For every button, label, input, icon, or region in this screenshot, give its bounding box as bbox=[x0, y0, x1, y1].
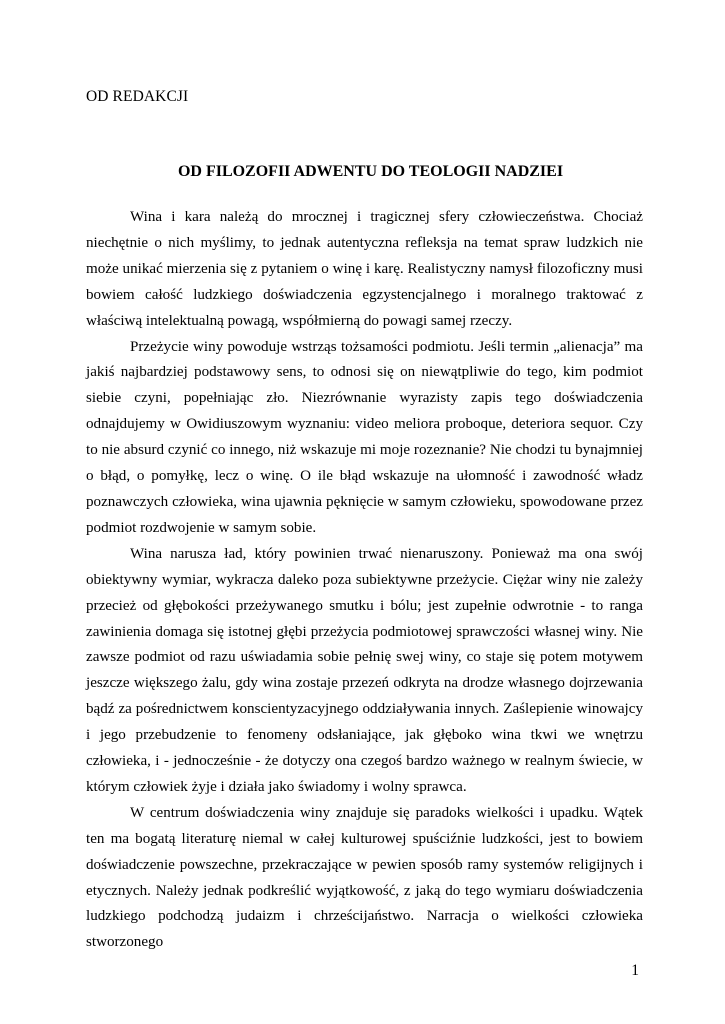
paragraph: Wina i kara należą do mrocznej i tragicznej sfery człowieczeństwa. Chociaż niechętnie o nich myślimy, to jednak autentyczna refleksja na temat spraw ludzkich nie może unikać mierzenia się z pytaniem o winę i karę. Realistyczny namysł filozoficzny musi bowiem całość ludzkiego doświadczenia egzystencjalnego i moralnego traktować z właściwą intelektualną powagą, współmierną do powagi samej rzeczy. bbox=[86, 209, 643, 329]
paragraph: Przeżycie winy powoduje wstrząs tożsamości podmiotu. Jeśli termin „alienacja” ma jakiś najbardziej podstawowy sens, to odnosi się on niewątpliwie do tego, kim podmiot siebie czyni, popełniając zło. Niezrównanie wyrazisty zapis tego doświadczenia odnajdujemy w Owidiuszowym wyznaniu: video meliora proboque, deteriora sequor. Czy to nie absurd czynić co innego, niż wskazuje mi moje rozeznanie? Nie chodzi tu bynajmniej o błąd, o pomyłkę, lecz o winę. O ile błąd wskazuje na ułomność i zawodność władz poznawczych człowieka, wina ujawnia pęknięcie w samym człowieku, spowodowane przez podmiot rozdwojenie w samym sobie. bbox=[86, 338, 643, 536]
paragraph: W centrum doświadczenia winy znajduje się paradoks wielkości i upadku. Wątek ten ma bogatą literaturę niemal w całej kulturowej spuściźnie ludzkości, jest to bowiem doświadczenie powszechne, przekraczające w pewien sposób ramy systemów religijnych i etycznych. Należy jednak podkreślić wyjątkowość, z jaką do tego wymiaru doświadczenia ludzkiego podchodzą judaizm i chrześcijaństwo. Narracja o wielkości człowieka stworzonego bbox=[86, 804, 643, 951]
page-number: 1 bbox=[631, 962, 639, 979]
article-title: OD FILOZOFII ADWENTU DO TEOLOGII NADZIEI bbox=[177, 163, 564, 180]
article-body bbox=[86, 205, 643, 956]
paragraph: Wina narusza ład, który powinien trwać nienaruszony. Ponieważ ma ona swój obiektywny wymiar, wykracza daleko poza subiektywne przeżycie. Ciężar winy nie zależy przecież od głębokości przeżywanego smutku i bólu; jest zupełnie odwrotnie - to ranga zawinienia domaga się istotnej głębi przeżycia podmiotowej sprawczości własnej winy. Nie zawsze podmiot od razu uświadamia sobie pełnię swej winy, co staje się potem motywem jeszcze większego żalu, gdy wina zostaje przezeń odkryta na drodze własnego dojrzewania bądź za pośrednictwem konscientyzacyjnego oddziaływania innych. Zaślepienie winowajcy i jego przebudzenie to fenomeny odsłaniające, jak głęboko wina tkwi we wnętrzu człowieka, i - jednocześnie - że dotyczy ona czegoś bardzo ważnego w realnym świecie, w którym człowiek żyje i działa jako świadomy i wolny sprawca. bbox=[86, 545, 643, 795]
section-label: OD REDAKCJI bbox=[86, 88, 189, 105]
